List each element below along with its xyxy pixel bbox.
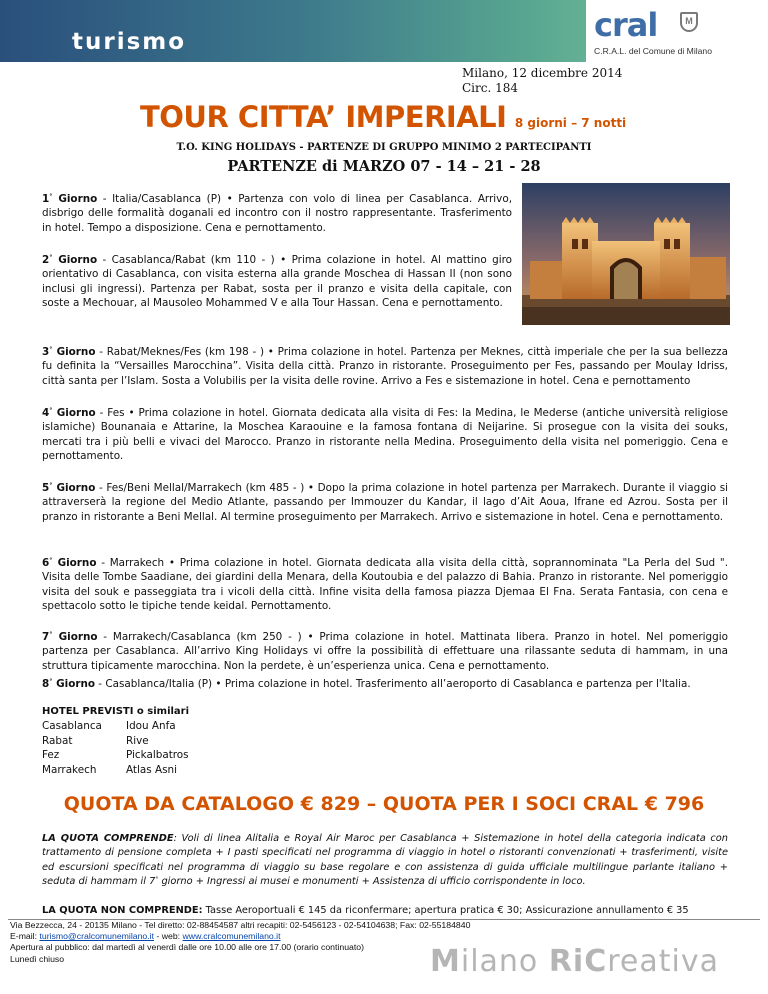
hotel-name: Pickalbatros	[126, 749, 189, 761]
excludes-label: LA QUOTA NON COMPRENDE:	[42, 905, 203, 916]
itinerary-day-7	[42, 630, 728, 673]
email-link[interactable]: turismo@cralcomunemilano.it	[39, 931, 155, 942]
itinerary-day-2	[42, 253, 512, 311]
departures-line: PARTENZE di MARZO 07 - 14 – 21 - 28	[227, 158, 541, 175]
itinerary-day-4	[42, 406, 728, 464]
tour-title: TOUR CITTA’ IMPERIALI	[140, 100, 507, 134]
day-description: - Marrakech/Casablanca (km 250 - ) • Prima colazione in hotel. Mattinata libera. Pranzo in hotel. Nel pomeriggio partenza per Casablanca. All’arrivo King Holidays vi offre la possibilità di effettuare una rilassante seduta di hammam, in una struttura tipicamente marocchina. Non la perdete, è un’esperienza unica. Cena e pernottamento.	[42, 631, 728, 672]
city-gate-illustration	[522, 183, 730, 325]
website-link[interactable]: www.cralcomunemilano.it	[182, 931, 281, 942]
footer-contacts: E-mail: turismo@cralcomunemilano.it - web: www.cralcomunemilano.it	[10, 931, 281, 942]
footer-closed: Lunedì chiuso	[10, 953, 65, 964]
list-item	[42, 764, 189, 779]
logo-subtitle: C.R.A.L. del Comune di Milano	[594, 46, 712, 56]
hotel-city: Casablanca	[42, 720, 102, 732]
includes-text: : Voli di linea Alitalia e Royal Air Maroc per Casablanca + Sistemazione in hotel della categoria indicata con trattamento di pensione completa + I pasti specificati nel programma di viaggio in hotel o ristoranti convenzionati + trasferimenti, visite ed escursioni specificati nel programma di viaggio su base regolare e con assistenza di guida ufficiale multilingue parlante italiano + seduta di hammam il 7	[42, 833, 728, 888]
day-heading: 1° Giorno	[42, 192, 98, 205]
includes-text-end: giorno + Ingressi ai musei e monumenti + Assistenza di ufficio corrispondente in loco.	[158, 876, 586, 888]
itinerary-day-8	[42, 677, 728, 691]
itinerary-day-6	[42, 556, 728, 614]
hotel-list	[42, 720, 189, 778]
hotel-city: Fez	[42, 749, 60, 761]
list-item	[42, 735, 189, 750]
day-heading: 6° Giorno	[42, 556, 97, 569]
includes-label: LA QUOTA COMPRENDE	[42, 833, 174, 844]
list-item	[42, 749, 189, 764]
milano-ricreativa-logo: Milano RiCreativa	[430, 944, 719, 979]
day-heading: 3° Giorno	[42, 345, 96, 358]
price-excludes	[42, 904, 742, 917]
day-description: - Marrakech • Prima colazione in hotel. Giornata dedicata alla visita della città, soprannominata "La Perla del Sud ". Visita delle Tombe Saadiane, dei giardini della Menara, della Koutoubia e del palazzo di Bahia. Pranzo in ristorante. Nel pomeriggio visita del souk e passeggiata tra i vicoli della città. Infine visita della famosa piazza Djemaa El Fna. Serata Fantasia, con cena e spettacolo sotto le tipiche tende keidal. Pernottamento.	[42, 557, 728, 613]
day-description: - Casablanca/Italia (P) • Prima colazione in hotel. Trasferimento all’aeroporto di Casablanca e partenza per l'Italia.	[95, 678, 691, 690]
logo-wordmark: cral	[594, 6, 658, 44]
footer-address: Via Bezzecca, 24 - 20135 Milano - Tel diretto: 02-88454587 altri recapiti: 02-5456123 - 02-54104638; Fax: 02-55184840	[10, 920, 471, 930]
header-banner	[0, 0, 768, 62]
price-line: QUOTA DA CATALOGO € 829 – QUOTA PER I SOCI CRAL € 796	[63, 793, 705, 815]
tour-duration: 8 giorni – 7 notti	[514, 116, 627, 130]
page-title	[140, 100, 626, 134]
list-item	[42, 720, 189, 735]
organizer-line: T.O. KING HOLIDAYS - PARTENZE DI GRUPPO MINIMO 2 PARTECIPANTI	[176, 142, 592, 153]
crest-icon: M	[680, 12, 698, 32]
itinerary-day-3	[42, 345, 728, 388]
hotel-name: Atlas Asni	[126, 763, 177, 776]
day-description: - Fes/Beni Mellal/Marrakech (km 485 - ) • Dopo la prima colazione in hotel partenza per Marrakech. Durante il viaggio si attraverserà la regione del Medio Atlante, passando per Immouzer du Kandar, il lago d’Ait Aoua, Ifrane ed Azrou. Sosta per il pranzo in ristorante a Beni Mellal. Al termine proseguimento per Marrakech. Arrivo e sistemazione in hotel. Cena e pernottamento.	[42, 482, 728, 523]
footer	[10, 920, 470, 965]
day-heading: 2° Giorno	[42, 253, 98, 266]
day-description: - Fes • Prima colazione in hotel. Giornata dedicata alla visita di Fes: la Medina, le Mederse (antiche università religiose islamiche) Bounanaia e Attarine, la Moschea Karaouine e la famosa fontana di Neijarine. Si prosegue con la visita dei souks, mercati tra i più belli e vivaci del Marocco. Pranzo in ristorante nella Medina. Proseguimento della visita nel pomeriggio. Cena e pernottamento.	[42, 407, 728, 463]
price-includes: LA QUOTA COMPRENDE: Voli di linea Alitalia e Royal Air Maroc per Casablanca + Sistemazione in hotel della categoria indicata con trattamento di pensione completa + I pasti specificati nel programma di viaggio in hotel o ristoranti convenzionati + trasferimenti, visite ed escursioni specificati nel programma di viaggio su base regolare e con assistenza di guida ufficiale multilingue parlante italiano + seduta di hammam il 7° giorno + Ingressi ai musei e monumenti + Assistenza di ufficio corrispondente in loco.	[42, 833, 728, 888]
itinerary-day-1	[42, 192, 512, 235]
day-heading: 4° Giorno	[42, 406, 96, 419]
cral-logo	[586, 0, 768, 62]
hotel-city: Rabat	[42, 734, 73, 747]
day-heading: 5° Giorno	[42, 481, 96, 494]
day-heading: 7° Giorno	[42, 630, 98, 643]
itinerary-day-5	[42, 481, 728, 524]
day-description: - Rabat/Meknes/Fes (km 198 - ) • Prima colazione in hotel. Partenza per Meknes, città imperiale che per la sua bellezza fu definita la “Versailles Marocchina”. Visita della città. Pranzo in ristorante. Proseguimento per Fes, passando per Moulay Idriss, città santa per l’Islam. Sosta a Volubilis per la visita delle rovine. Arrivo a Fes e sistemazione in hotel. Cena e pernottamento	[42, 346, 729, 387]
letter-date: Milano, 12 dicembre 2014	[462, 66, 623, 80]
excludes-text: Tasse Aeroportuali € 145 da riconfermare; apertura pratica € 30; Assicurazione annullamento € 35	[202, 905, 689, 916]
hotels-heading: HOTEL PREVISTI o similari	[42, 706, 190, 717]
day-description: - Italia/Casablanca (P) • Partenza con volo di linea per Casablanca. Arrivo, disbrigo delle formalità doganali ed incontro con il nostro rappresentante. Trasferimento in hotel. Tempo a disposizione. Cena e pernottamento.	[42, 193, 512, 234]
circular-number: Circ. 184	[462, 81, 519, 95]
hotel-name: Rive	[126, 734, 149, 747]
footer-hours: Apertura al pubblico: dal martedì al venerdì dalle ore 10.00 alle ore 17.00 (orario continuato)	[10, 942, 364, 953]
city-gate-photo	[522, 183, 730, 325]
banner-title: turismo	[72, 29, 187, 55]
day-description: - Casablanca/Rabat (km 110 - ) • Prima colazione in hotel. Al mattino giro orientativo di Casablanca, con visita esterna alla grande Moschea di Hassan II (non sono inclusi gli ingressi). Partenza per Rabat, sosta per il pranzo e visita della capitale, con soste a Mechouar, al Mausoleo Mohammed V e alla Tour Hassan. Cena e pernottamento.	[42, 254, 512, 310]
day-heading: 8° Giorno	[42, 677, 95, 690]
hotel-name: Idou Anfa	[126, 720, 176, 732]
hotel-city: Marrakech	[42, 763, 97, 776]
